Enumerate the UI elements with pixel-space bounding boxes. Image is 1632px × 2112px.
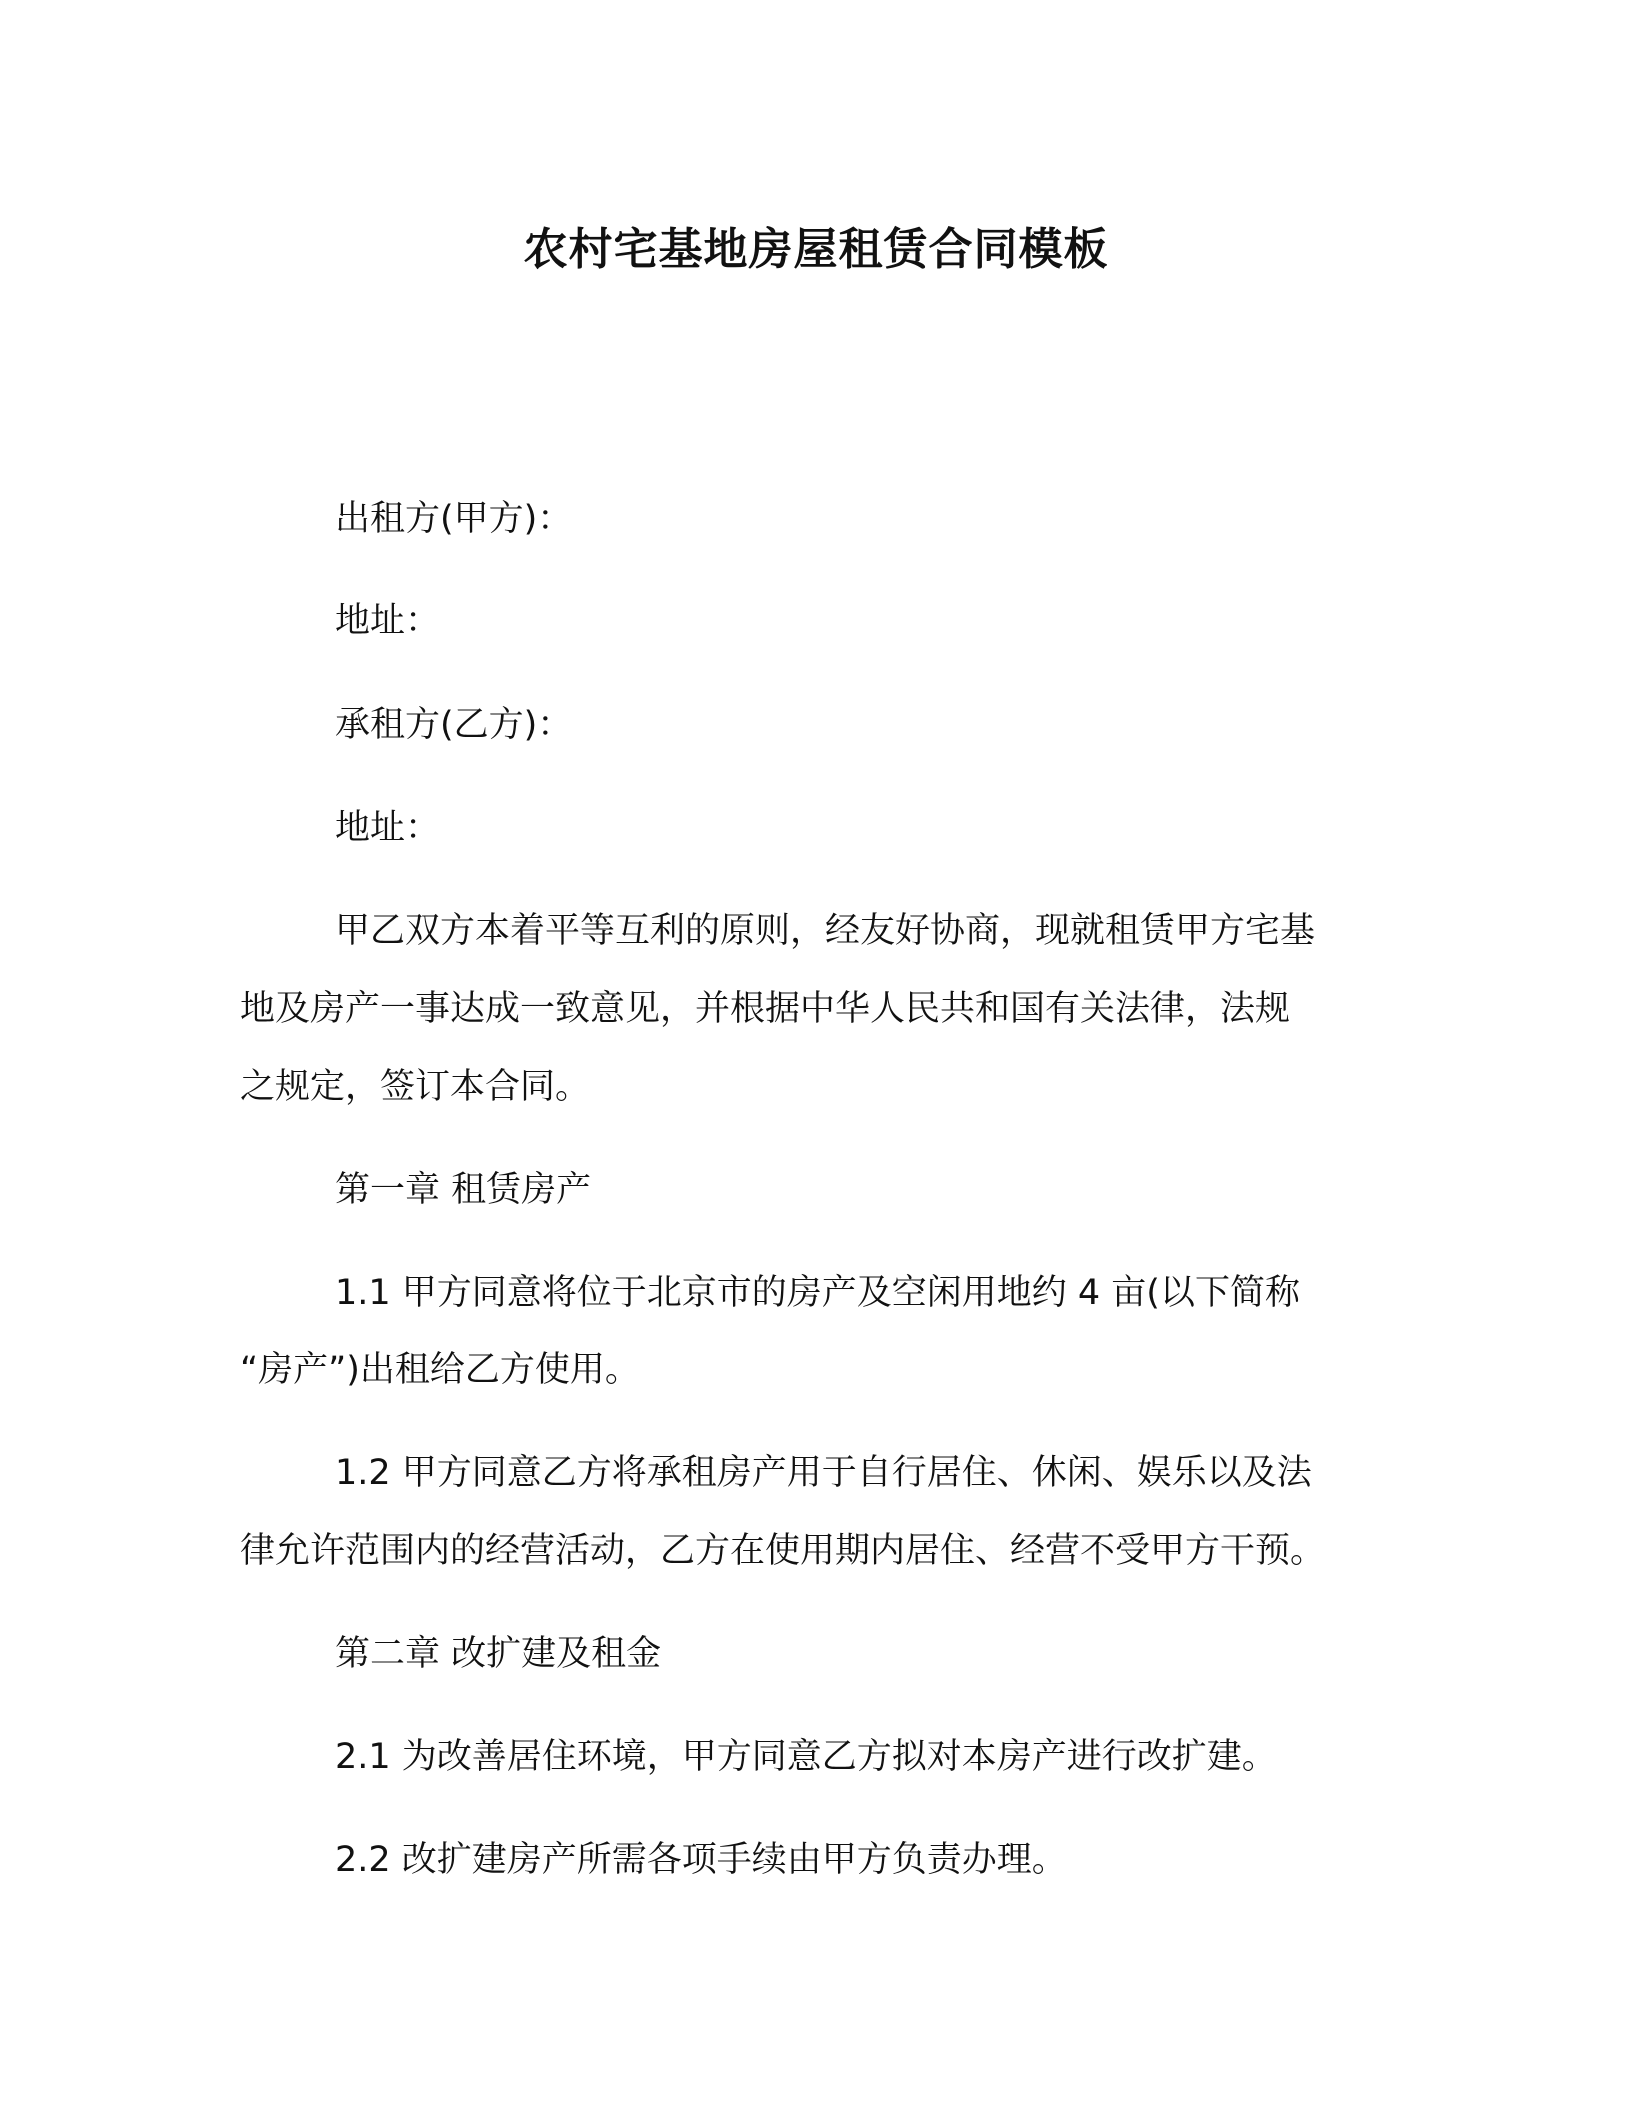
intro-line: 之规定，签订本合同。	[240, 1067, 591, 1107]
intro-line: 甲乙双方本着平等互利的原则，经友好协商，现就租赁甲方宅基	[335, 911, 1316, 951]
clause-1-2-line: 律允许范围内的经营活动，乙方在使用期内居住、经营不受甲方干预。	[240, 1531, 1326, 1571]
clause-1-2-line: 1.2 甲方同意乙方将承租房产用于自行居住、休闲、娱乐以及法	[335, 1453, 1312, 1493]
document-title: 农村宅基地房屋租赁合同模板	[523, 224, 1109, 275]
intro-line: 地及房产一事达成一致意见，并根据中华人民共和国有关法律，法规	[240, 989, 1291, 1029]
lessee-label: 承租方(乙方)：	[335, 705, 573, 745]
clause-1-1-line: “房产”)出租给乙方使用。	[240, 1350, 640, 1390]
lessee-address-label: 地址：	[335, 808, 441, 848]
clause-2-2: 2.2 改扩建房产所需各项手续由甲方负责办理。	[335, 1840, 1067, 1880]
clause-2-1: 2.1 为改善居住环境，甲方同意乙方拟对本房产进行改扩建。	[335, 1737, 1277, 1777]
chapter-1-heading: 第一章 租赁房产	[335, 1170, 592, 1210]
lessor-label: 出租方(甲方)：	[335, 499, 573, 539]
clause-1-1-line: 1.1 甲方同意将位于北京市的房产及空闲用地约 4 亩(以下简称	[335, 1273, 1300, 1313]
chapter-2-heading: 第二章 改扩建及租金	[335, 1634, 662, 1674]
lessor-address-label: 地址：	[335, 601, 441, 641]
